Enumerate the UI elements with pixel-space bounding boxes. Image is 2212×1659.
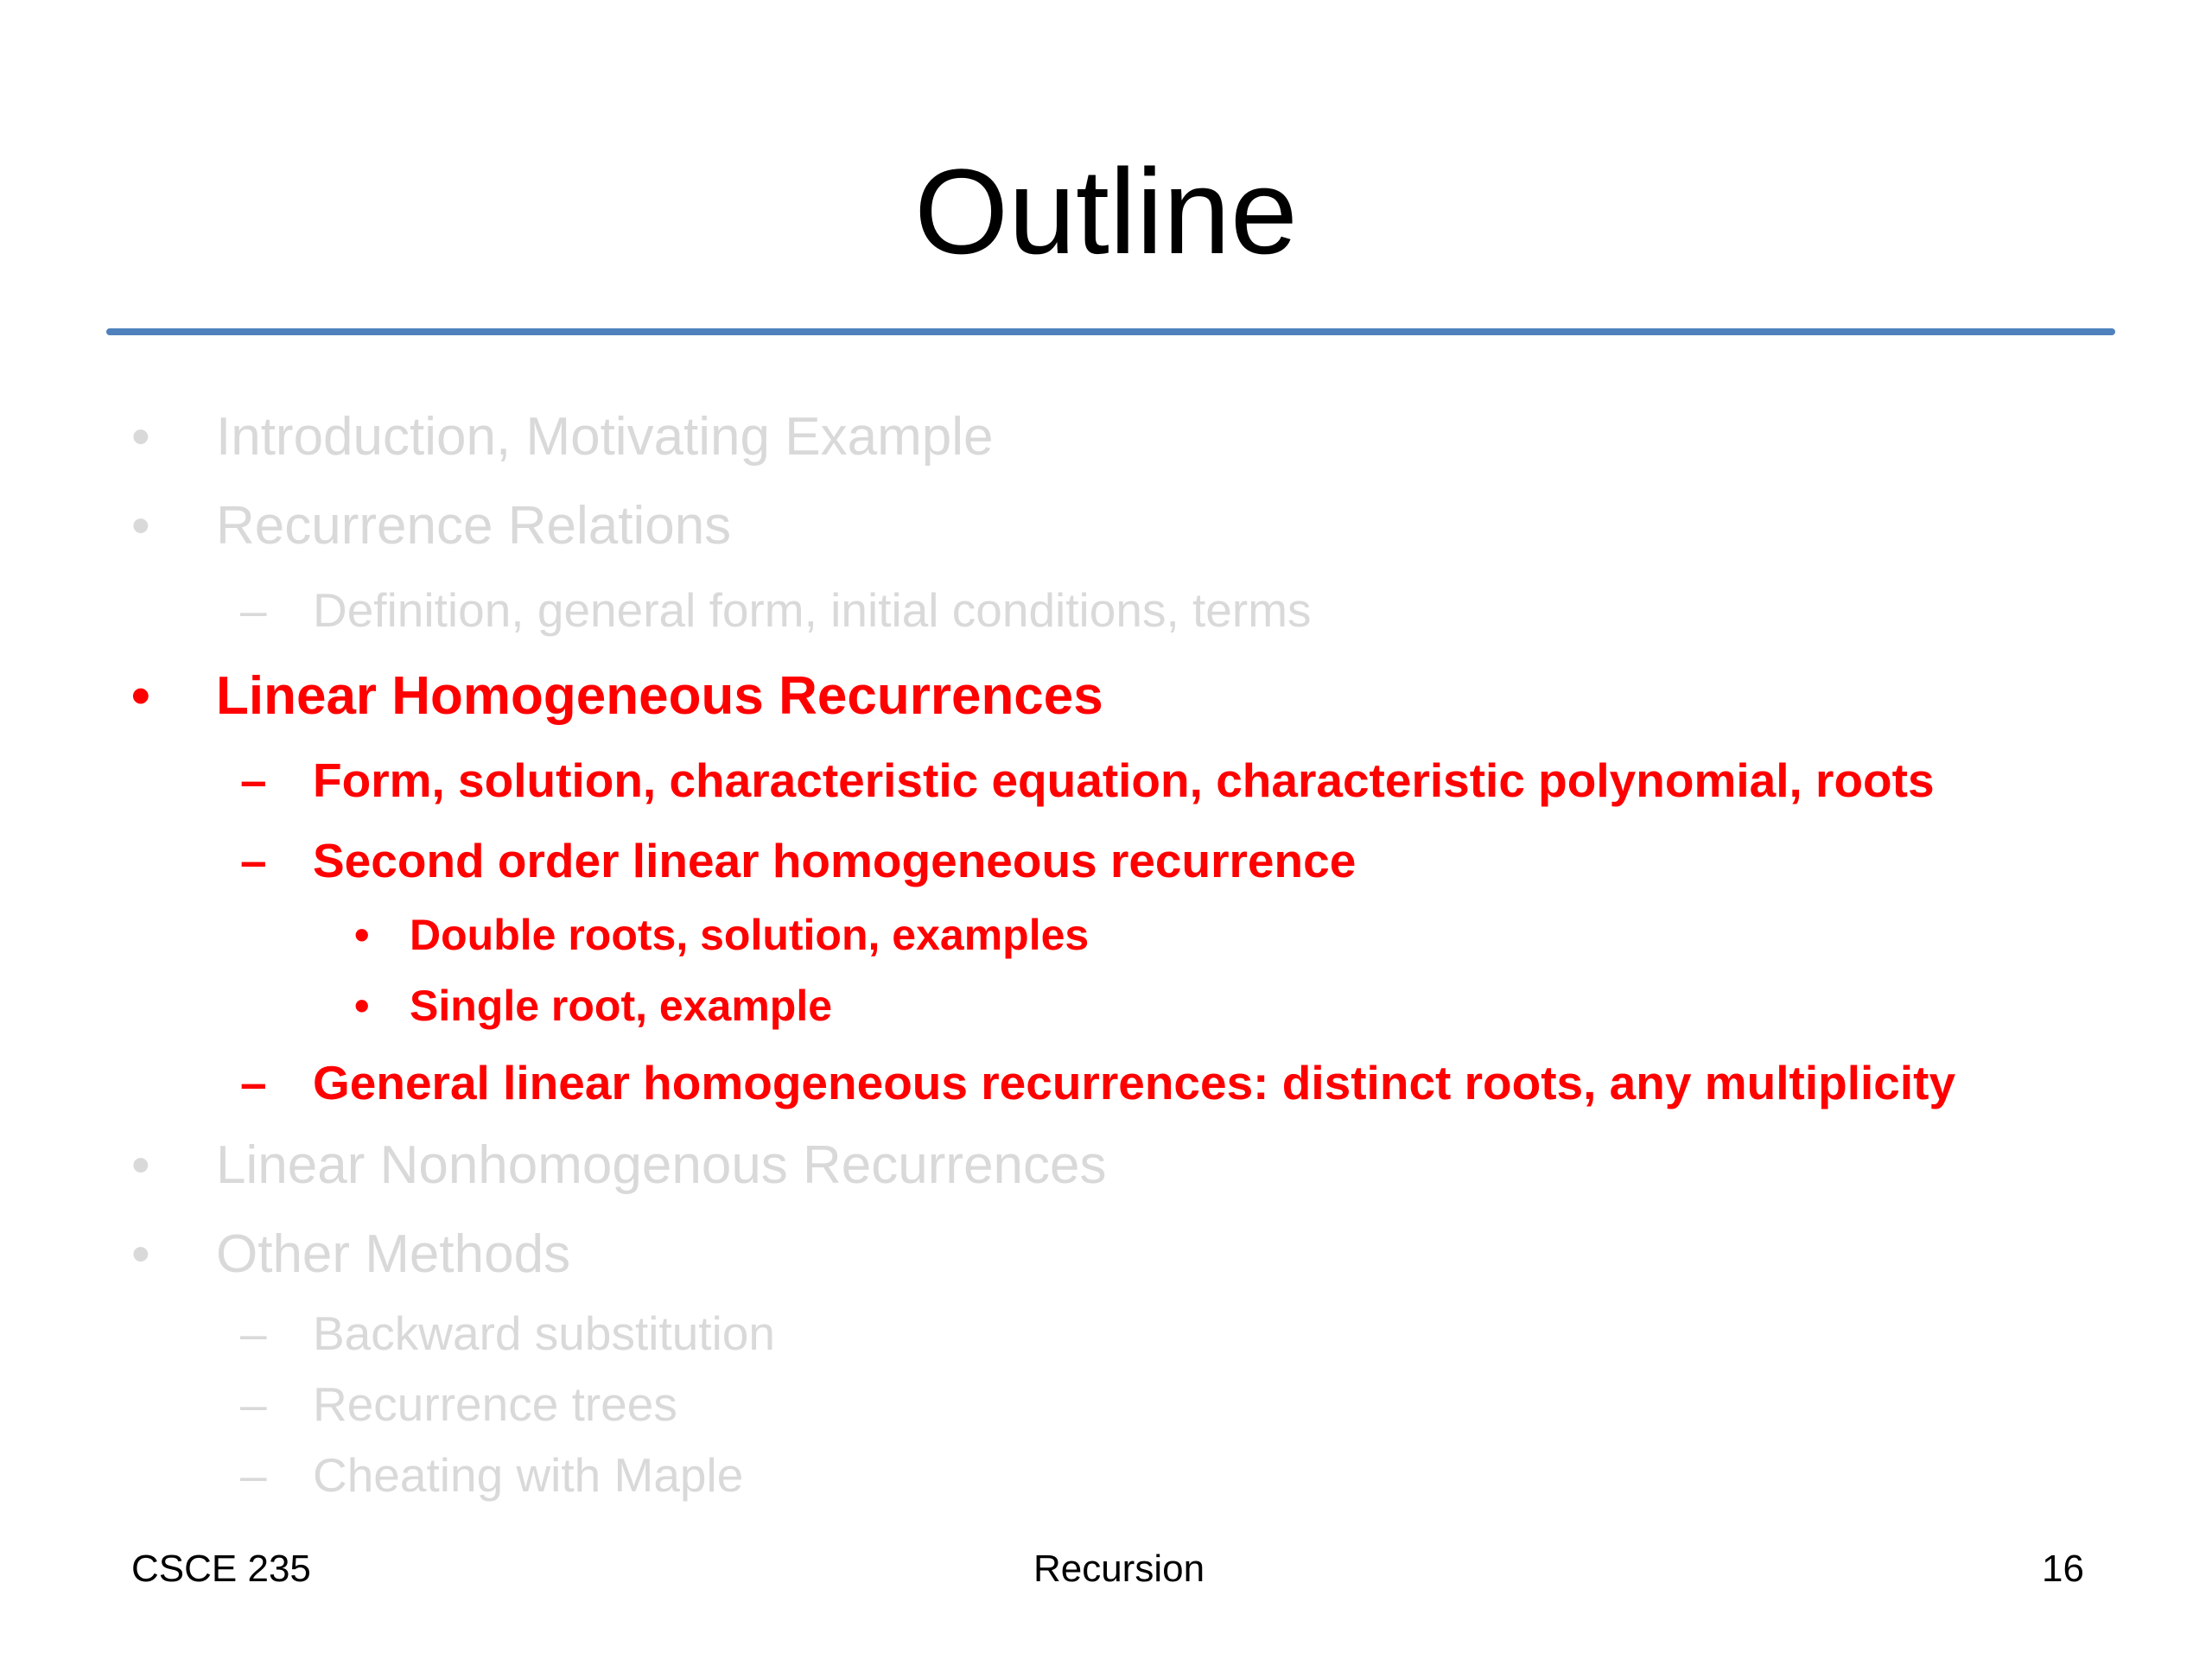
footer-course: CSCE 235: [131, 1548, 311, 1590]
bullet-marker: •: [131, 1135, 150, 1195]
outline-item-label: Form, solution, characteristic equation, characteristic polynomial, roots: [313, 753, 1935, 807]
outline-item-label: Linear Homogeneous Recurrences: [216, 666, 1103, 726]
outline-item-label: General linear homogeneous recurrences: distinct roots, any multiplicity: [313, 1056, 1956, 1109]
outline-item-label: Recurrence trees: [313, 1377, 677, 1431]
dash-marker: –: [240, 1306, 267, 1360]
dash-marker: –: [240, 834, 267, 887]
dash-marker: –: [240, 583, 267, 637]
bullet-marker: •: [131, 496, 150, 556]
outline-item-label: Linear Nonhomogenous Recurrences: [216, 1135, 1107, 1195]
dash-marker: –: [240, 1377, 267, 1431]
outline-item-label: Other Methods: [216, 1224, 571, 1284]
dash-marker: –: [240, 1448, 267, 1502]
outline-item-label: Backward substitution: [313, 1306, 775, 1360]
outline-item-label: Double roots, solution, examples: [410, 911, 1090, 959]
outline-item-label: Cheating with Maple: [313, 1448, 744, 1502]
bullet-marker: •: [131, 1224, 150, 1284]
bullet-marker: •: [131, 407, 150, 467]
dash-marker: –: [240, 753, 267, 807]
dash-marker: –: [240, 1056, 267, 1109]
footer-slide-number: 16: [2042, 1548, 2084, 1590]
footer-topic: Recursion: [1033, 1548, 1205, 1590]
outline-item-label: Single root, example: [410, 982, 833, 1030]
outline-item-label: Second order linear homogeneous recurrence: [313, 834, 1357, 887]
outline-item-label: Definition, general form, initial conditions, terms: [313, 583, 1312, 637]
slide-title: Outline: [914, 143, 1298, 279]
bullet-marker: •: [354, 911, 370, 959]
outline-item-label: Introduction, Motivating Example: [216, 407, 994, 467]
bullet-marker: •: [354, 982, 370, 1030]
outline-item-label: Recurrence Relations: [216, 496, 732, 556]
bullet-marker: •: [131, 666, 150, 726]
